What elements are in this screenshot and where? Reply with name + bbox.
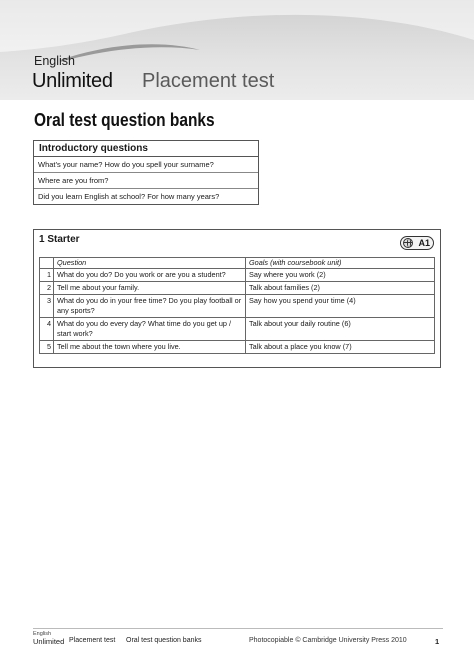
brand-unlimited: Unlimited — [32, 70, 113, 92]
level-label: A1 — [418, 238, 430, 248]
level-badge — [400, 236, 434, 250]
row-question: What do you do? Do you work or are you a student? — [54, 269, 246, 282]
footer-placement-test: Placement test — [69, 637, 116, 644]
footer-brand-english: English — [33, 631, 52, 637]
row-goal: Talk about your daily routine (6) — [246, 318, 435, 341]
row-question: Tell me about your family. — [54, 282, 246, 295]
footer — [33, 628, 443, 649]
header-goals: Goals (with coursebook unit) — [246, 258, 435, 269]
introductory-questions-title: Introductory questions — [34, 141, 258, 157]
page-title: Oral test question banks — [34, 110, 215, 130]
starter-section — [33, 229, 441, 368]
row-goal: Say where you work (2) — [246, 269, 435, 282]
footer-copyright: Photocopiable © Cambridge University Press 2010 — [249, 637, 407, 644]
row-question: What do you do every day? What time do you get up / start work? — [54, 318, 246, 341]
intro-question: Did you learn English at school? For how many years? — [38, 192, 220, 201]
table-row — [40, 295, 435, 318]
table-row — [40, 318, 435, 341]
header-question: Question — [54, 258, 246, 269]
header-number — [40, 258, 54, 269]
row-number: 4 — [40, 318, 54, 341]
row-goal: Talk about a place you know (7) — [246, 341, 435, 354]
footer-section-name: Oral test question banks — [126, 637, 202, 644]
table-row — [40, 269, 435, 282]
row-question: What do you do in your free time? Do you play football or any sports? — [54, 295, 246, 318]
row-number: 1 — [40, 269, 54, 282]
page-number: 1 — [435, 637, 440, 646]
table-row — [40, 282, 435, 295]
introductory-questions-box — [33, 140, 259, 205]
row-question: Tell me about the town where you live. — [54, 341, 246, 354]
table-header-row — [40, 258, 435, 269]
row-number: 2 — [40, 282, 54, 295]
starter-title: 1 Starter — [39, 234, 80, 245]
intro-question: What’s your name? How do you spell your surname? — [34, 157, 258, 173]
row-number: 3 — [40, 295, 54, 318]
row-goal: Say how you spend your time (4) — [246, 295, 435, 318]
brand-placement-test: Placement test — [142, 70, 275, 92]
starter-question-table — [39, 257, 435, 354]
footer-brand-unlimited: Unlimited — [33, 637, 65, 646]
globe-icon — [403, 238, 413, 248]
intro-question: Where are you from? — [34, 173, 258, 189]
row-goal: Talk about families (2) — [246, 282, 435, 295]
brand-english: English — [34, 54, 75, 68]
table-row — [40, 341, 435, 354]
row-number: 5 — [40, 341, 54, 354]
